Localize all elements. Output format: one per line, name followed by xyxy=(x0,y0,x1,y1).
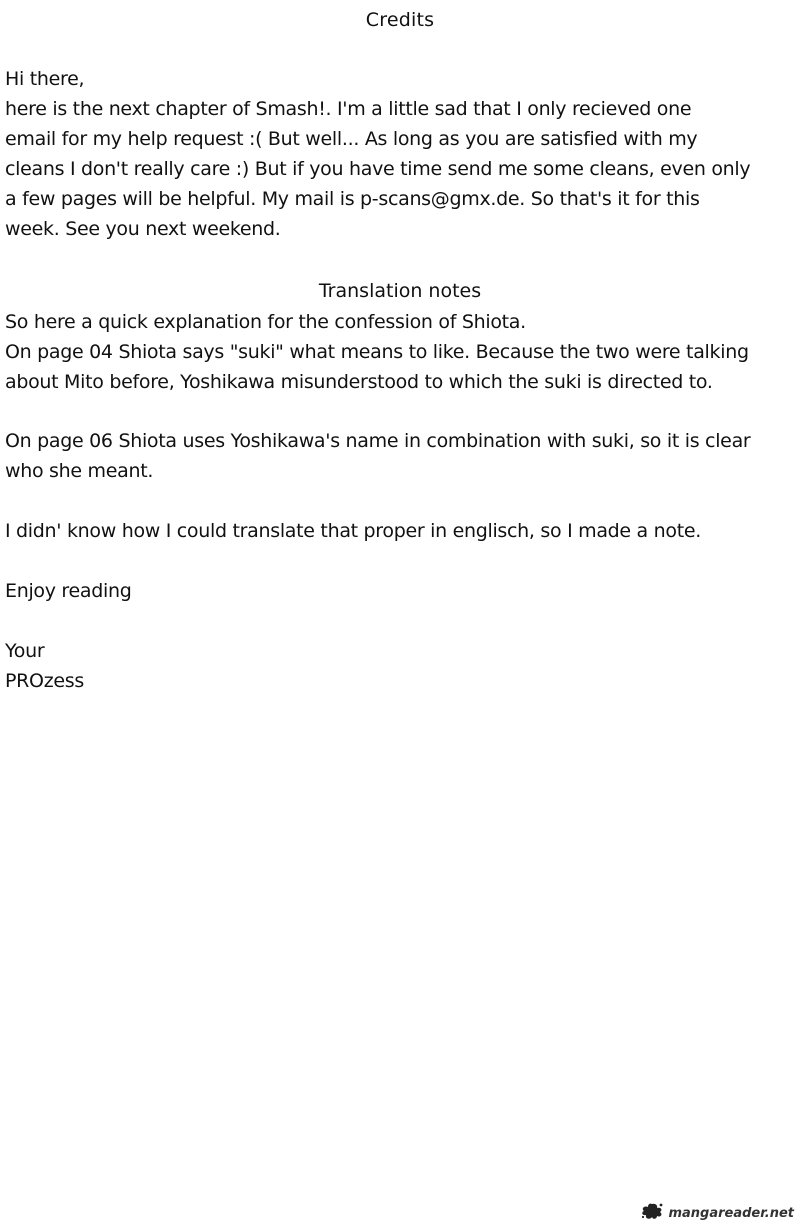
translation-notes-heading: Translation notes xyxy=(318,280,482,302)
notes-line: about Mito before, Yoshikawa misunderstood to which the suki is directed to. xyxy=(5,371,713,393)
your-line: Your xyxy=(5,640,45,662)
intro-paragraph xyxy=(5,64,795,244)
translation-remark-paragraph xyxy=(5,516,795,546)
page-title: Credits xyxy=(365,9,435,31)
intro-line: a few pages will be helpful. My mail is p-scans@gmx.de. So that's it for this xyxy=(5,188,700,210)
note2-line: who she meant. xyxy=(5,460,154,482)
note3-line: I didn' know how I could translate that proper in englisch, so I made a note. xyxy=(5,520,701,542)
translation-notes-paragraph xyxy=(5,307,795,397)
intro-line: here is the next chapter of Smash!. I'm a little sad that I only recieved one xyxy=(5,98,692,120)
intro-line: email for my help request :( But well... As long as you are satisfied with my xyxy=(5,128,698,150)
enjoy-line: Enjoy reading xyxy=(5,580,132,602)
notes-line: So here a quick explanation for the confession of Shiota. xyxy=(5,311,526,333)
notes-line: On page 04 Shiota says "suki" what means to like. Because the two were talking xyxy=(5,341,749,363)
intro-line: Hi there, xyxy=(5,68,85,90)
intro-line: cleans I don't really care :) But if you have time send me some cleans, even only xyxy=(5,158,751,180)
intro-line: week. See you next weekend. xyxy=(5,218,281,240)
signature-block xyxy=(5,636,795,696)
note-page-06-paragraph xyxy=(5,426,795,486)
splash-logo-icon xyxy=(640,1202,664,1224)
note2-line: On page 06 Shiota uses Yoshikawa's name in combination with suki, so it is clear xyxy=(5,430,751,452)
watermark-text: mangareader.net xyxy=(668,1205,794,1221)
watermark xyxy=(640,1203,794,1223)
signature-name: PROzess xyxy=(5,670,84,692)
enjoy-reading-text xyxy=(5,576,795,606)
